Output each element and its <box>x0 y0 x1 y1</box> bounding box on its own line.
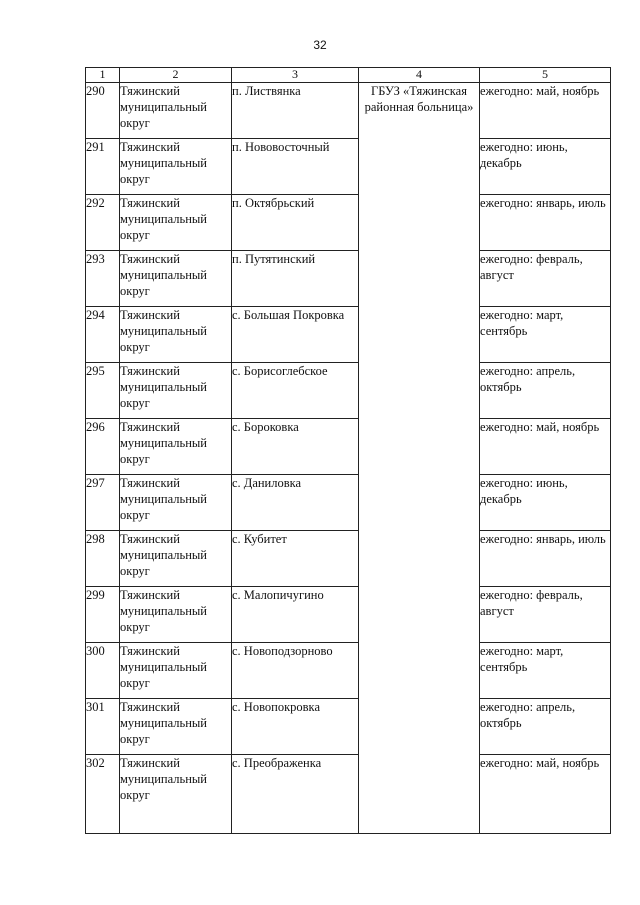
table-row <box>86 755 611 834</box>
row-number: 294 <box>86 307 120 363</box>
settlement-cell: с. Новоподзорново <box>232 643 359 699</box>
schedule-cell: ежегодно: май, ноябрь <box>480 83 611 139</box>
table-row <box>86 419 611 475</box>
settlement-cell: п. Путятинский <box>232 251 359 307</box>
column-header: 4 <box>359 68 480 83</box>
table-row <box>86 83 611 139</box>
settlement-cell: п. Нововосточный <box>232 139 359 195</box>
district-cell: Тяжинский муниципальный округ <box>120 755 232 834</box>
row-number: 300 <box>86 643 120 699</box>
settlement-cell: с. Малопичугино <box>232 587 359 643</box>
column-header: 5 <box>480 68 611 83</box>
row-number: 292 <box>86 195 120 251</box>
row-number: 301 <box>86 699 120 755</box>
settlement-cell: с. Новопокровка <box>232 699 359 755</box>
row-number: 299 <box>86 587 120 643</box>
settlement-cell: с. Даниловка <box>232 475 359 531</box>
table-row <box>86 139 611 195</box>
header-row <box>86 68 611 83</box>
settlement-cell: п. Листвянка <box>232 83 359 139</box>
district-cell: Тяжинский муниципальный округ <box>120 419 232 475</box>
row-number: 297 <box>86 475 120 531</box>
district-cell: Тяжинский муниципальный округ <box>120 587 232 643</box>
settlement-cell: с. Бороковка <box>232 419 359 475</box>
district-cell: Тяжинский муниципальный округ <box>120 699 232 755</box>
column-header: 1 <box>86 68 120 83</box>
row-number: 290 <box>86 83 120 139</box>
schedule-cell: ежегодно: март, сентябрь <box>480 307 611 363</box>
table-row <box>86 475 611 531</box>
settlement-cell: с. Борисоглебское <box>232 363 359 419</box>
settlement-cell: с. Кубитет <box>232 531 359 587</box>
table-row <box>86 195 611 251</box>
district-cell: Тяжинский муниципальный округ <box>120 83 232 139</box>
schedule-cell: ежегодно: апрель, октябрь <box>480 363 611 419</box>
schedule-table <box>85 67 611 834</box>
schedule-cell: ежегодно: январь, июль <box>480 195 611 251</box>
row-number: 291 <box>86 139 120 195</box>
table-row <box>86 363 611 419</box>
schedule-cell: ежегодно: май, ноябрь <box>480 755 611 834</box>
page-number: 32 <box>313 38 327 52</box>
settlement-cell: с. Преображенка <box>232 755 359 834</box>
schedule-cell: ежегодно: февраль, август <box>480 251 611 307</box>
district-cell: Тяжинский муниципальный округ <box>120 475 232 531</box>
district-cell: Тяжинский муниципальный округ <box>120 363 232 419</box>
schedule-cell: ежегодно: июнь, декабрь <box>480 139 611 195</box>
table-row <box>86 643 611 699</box>
table-row <box>86 531 611 587</box>
table-row <box>86 251 611 307</box>
schedule-cell: ежегодно: февраль, август <box>480 587 611 643</box>
column-header: 2 <box>120 68 232 83</box>
schedule-cell: ежегодно: март, сентябрь <box>480 643 611 699</box>
column-header: 3 <box>232 68 359 83</box>
schedule-cell: ежегодно: май, ноябрь <box>480 419 611 475</box>
schedule-cell: ежегодно: январь, июль <box>480 531 611 587</box>
table-row <box>86 699 611 755</box>
settlement-cell: п. Октябрьский <box>232 195 359 251</box>
district-cell: Тяжинский муниципальный округ <box>120 139 232 195</box>
table-row <box>86 587 611 643</box>
row-number: 302 <box>86 755 120 834</box>
schedule-cell: ежегодно: июнь, декабрь <box>480 475 611 531</box>
schedule-cell: ежегодно: апрель, октябрь <box>480 699 611 755</box>
row-number: 295 <box>86 363 120 419</box>
district-cell: Тяжинский муниципальный округ <box>120 195 232 251</box>
table-body <box>86 83 611 834</box>
row-number: 298 <box>86 531 120 587</box>
settlement-cell: с. Большая Покровка <box>232 307 359 363</box>
district-cell: Тяжинский муниципальный округ <box>120 531 232 587</box>
row-number: 296 <box>86 419 120 475</box>
organization-cell: ГБУЗ «Тяжинская районная больница» <box>359 83 480 834</box>
row-number: 293 <box>86 251 120 307</box>
table-row <box>86 307 611 363</box>
district-cell: Тяжинский муниципальный округ <box>120 643 232 699</box>
district-cell: Тяжинский муниципальный округ <box>120 307 232 363</box>
district-cell: Тяжинский муниципальный округ <box>120 251 232 307</box>
